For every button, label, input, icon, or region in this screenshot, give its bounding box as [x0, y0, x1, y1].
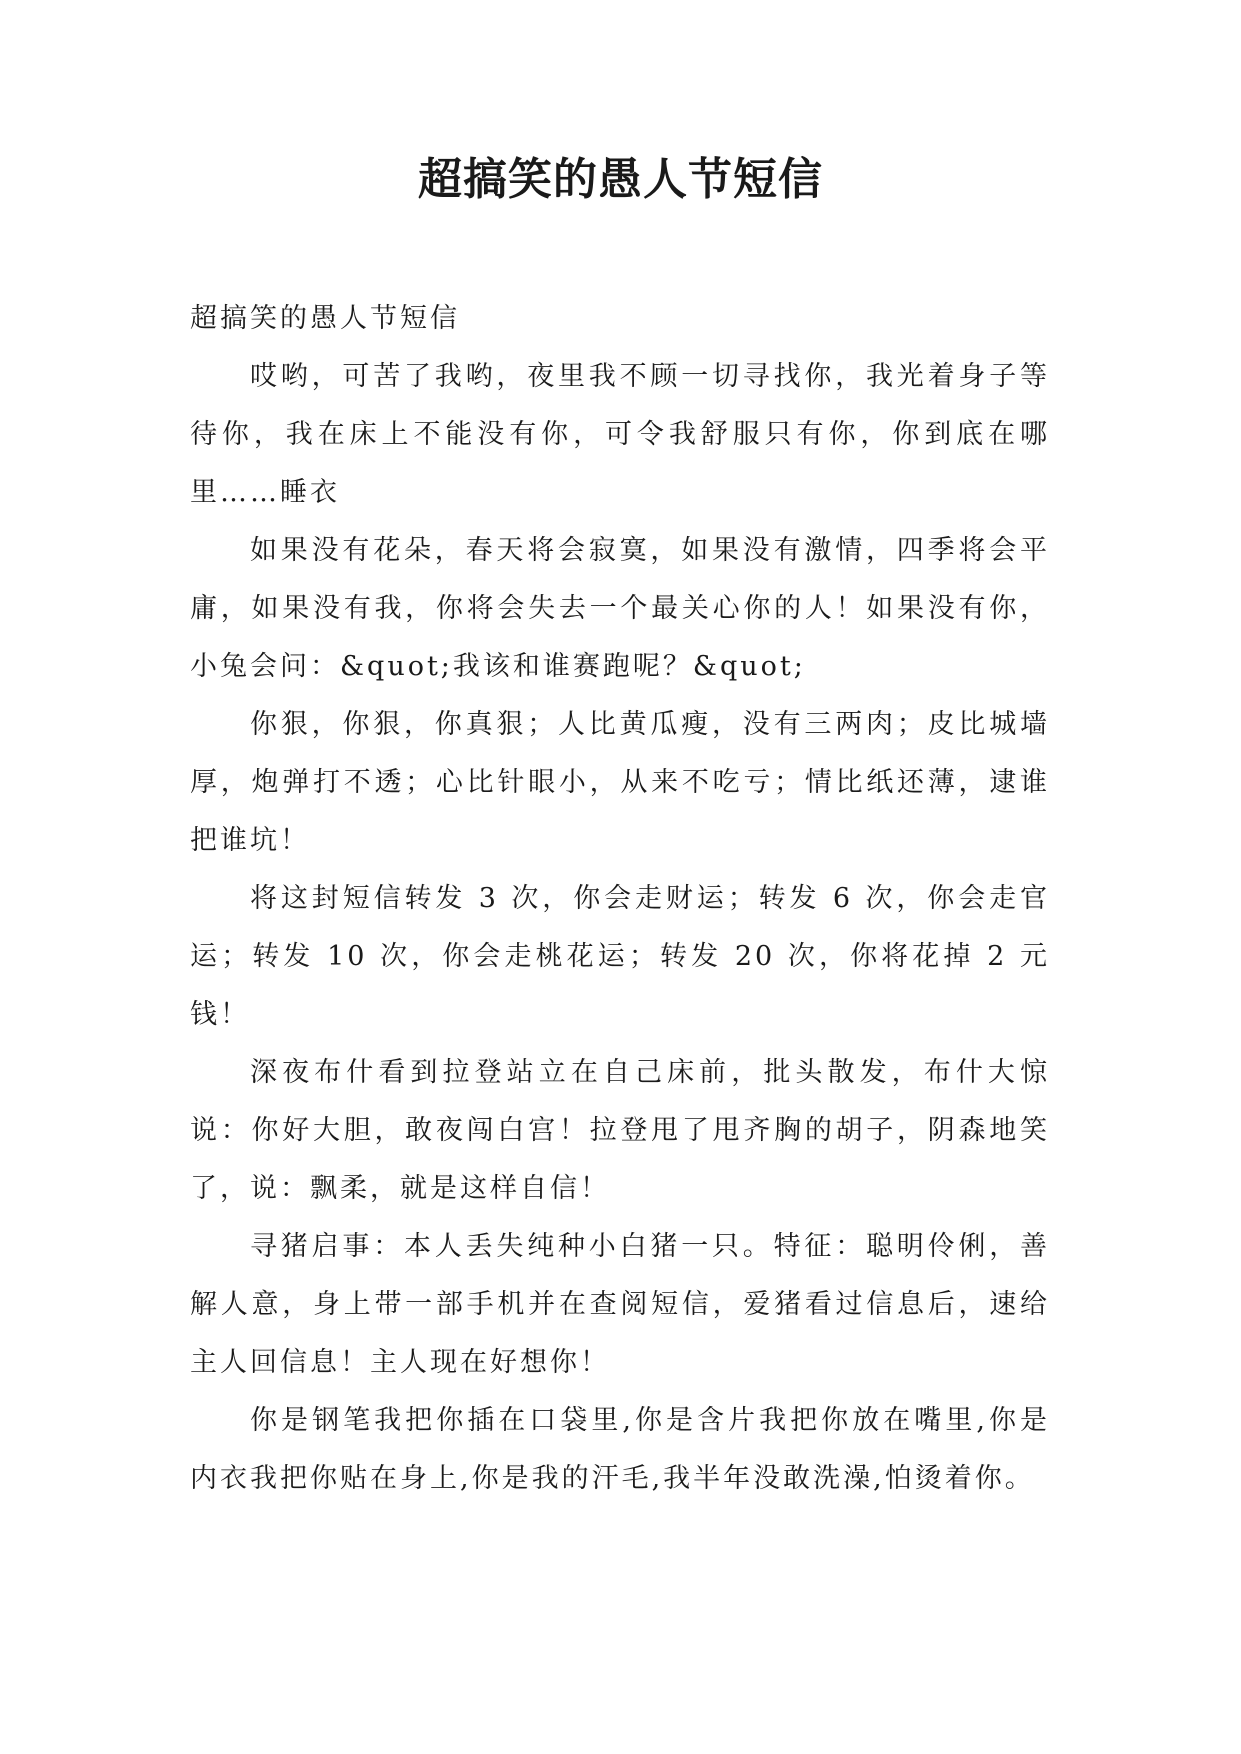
paragraph-1: 哎哟，可苦了我哟，夜里我不顾一切寻找你，我光着身子等待你，我在床上不能没有你，可令我舒服只有你，你到底在哪里……睡衣: [190, 361, 1050, 508]
paragraph-5: 深夜布什看到拉登站立在自己床前，批头散发，布什大惊说：你好大胆，敢夜闯白宫！拉登甩了甩齐胸的胡子，阴森地笑了，说：飘柔，就是这样自信！: [190, 1057, 1050, 1204]
paragraph-2: 如果没有花朵，春天将会寂寞，如果没有激情，四季将会平庸，如果没有我，你将会失去一个最关心你的人！如果没有你，小兔会问：&quot;我该和谁赛跑呢？&quot;: [190, 535, 1050, 682]
paragraph-3: 你狠，你狠，你真狠；人比黄瓜瘦，没有三两肉；皮比城墙厚，炮弹打不透；心比针眼小，从来不吃亏；情比纸还薄，逮谁把谁坑！: [190, 709, 1050, 856]
paragraph-6: 寻猪启事：本人丢失纯种小白猪一只。特征：聪明伶俐，善解人意，身上带一部手机并在查阅短信，爱猪看过信息后，速给主人回信息！主人现在好想你！: [190, 1231, 1050, 1378]
paragraph-4: 将这封短信转发 3 次，你会走财运；转发 6 次，你会走官运；转发 10 次，你会走桃花运；转发 20 次，你将花掉 2 元钱！: [190, 883, 1050, 1030]
document-subtitle: 超搞笑的愚人节短信: [190, 303, 460, 334]
paragraph-7: 你是钢笔我把你插在口袋里,你是含片我把你放在嘴里,你是内衣我把你贴在身上,你是我的汗毛,我半年没敢洗澡,怕烫着你。: [190, 1405, 1050, 1494]
document-title: 超搞笑的愚人节短信: [418, 154, 823, 205]
document-body: [190, 290, 1050, 1508]
